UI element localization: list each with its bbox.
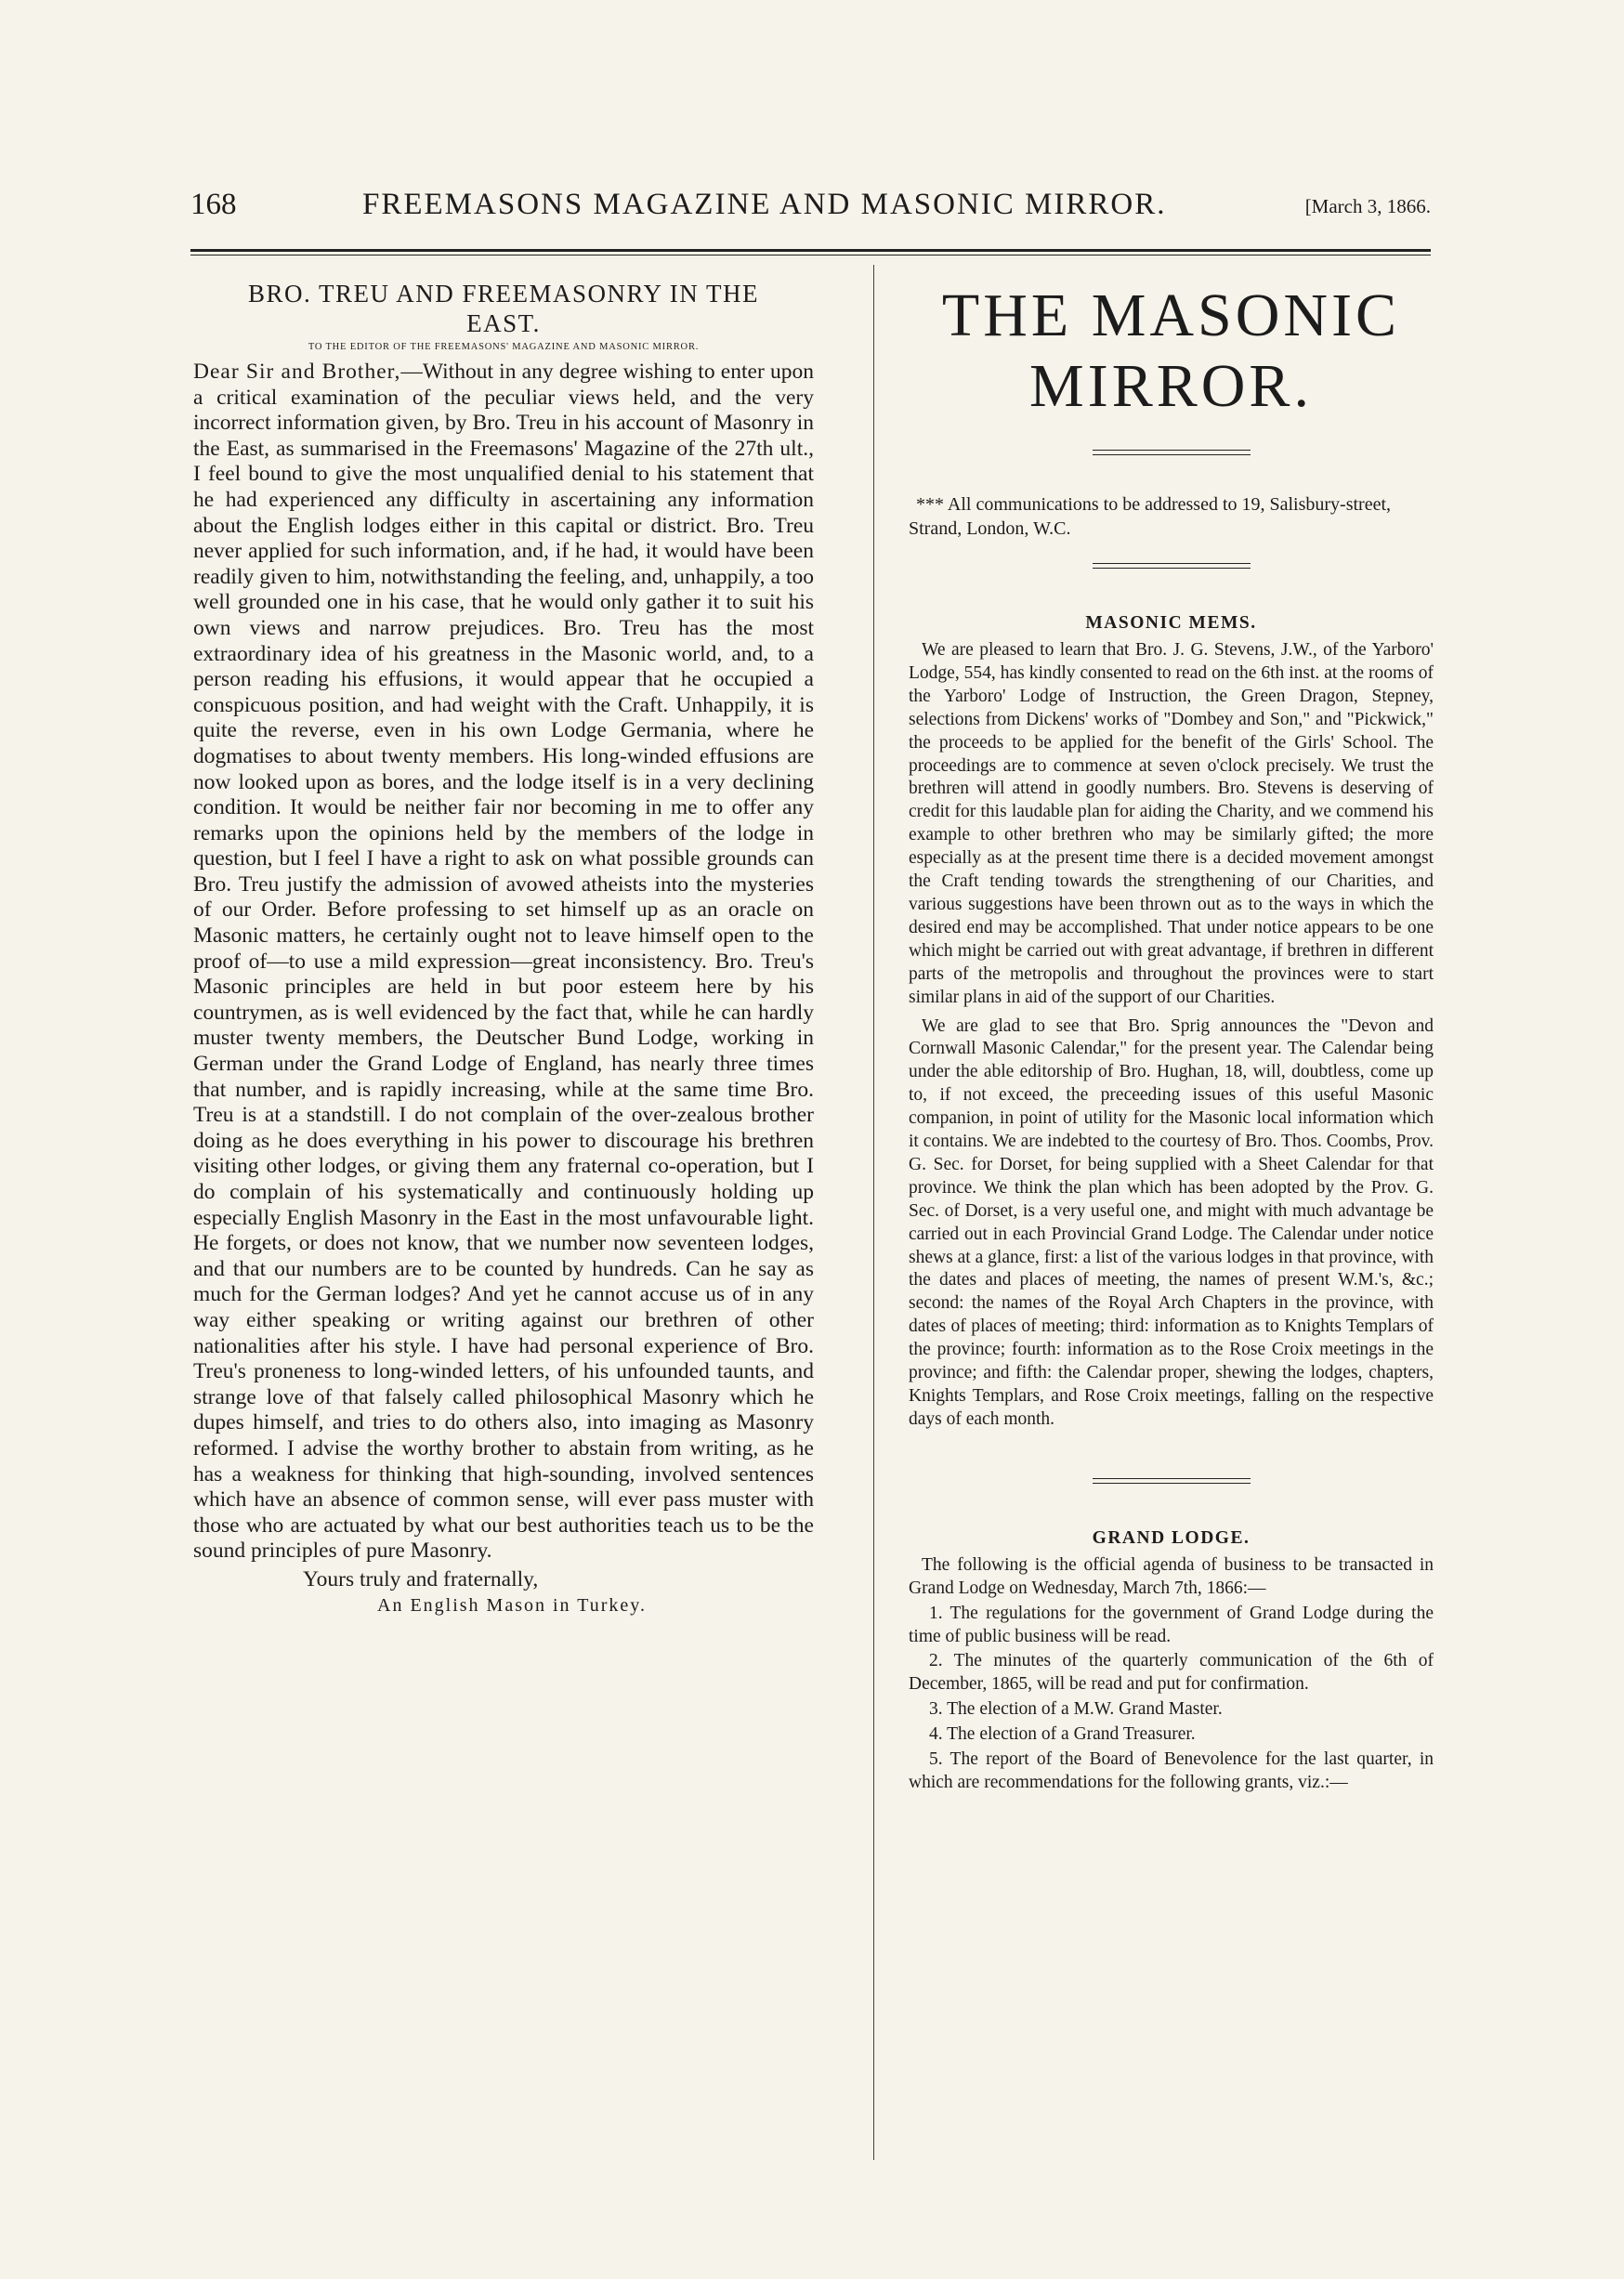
letter-paragraph (193, 360, 814, 1565)
ornamental-rule (1093, 450, 1251, 455)
mirror-column (909, 279, 1434, 1797)
agenda-intro: The following is the official agenda of business to be transacted in Grand Lodge on Wednesday, March 7th, 1866:— (909, 1554, 1434, 1598)
communications-notice: *** All communications to be addressed to 19, Salisbury-street, Strand, London, W.C. (909, 494, 1392, 539)
letter-title: BRO. TREU AND FREEMASONRY IN THE EAST. (247, 280, 760, 337)
mems-heading: MASONIC MEMS. (1085, 613, 1257, 633)
agenda-item: 5. The report of the Board of Benevolence for the last quarter, in which are recommendations for the following grants, viz.:— (909, 1749, 1434, 1792)
letter-addressee: TO THE EDITOR OF THE FREEMASONS' MAGAZINE AND MASONIC MIRROR. (308, 342, 700, 352)
mems-paragraph: We are pleased to learn that Bro. J. G. Stevens, J.W., of the Yarboro' Lodge, 554, has kindly consented to read on the 6th inst. at the rooms of the Yarboro' Lodge of Instruction, the Green Dragon, Stepney, selections from Dickens' works of "Dombey and Son," and "Pickwick," the proceeds to be applied for the benefit of the Girls' School. The proceedings are to commence at seven o'clock precisely. We trust the brethren will attend in goodly numbers. Bro. Stevens is deserving of credit for this laudable plan for aiding the Charity, and we commend his example to other brethren who may be similarly gifted; the more especially as at the present time there is a decided movement amongst the Craft tending towards the strengthening of our Charities, and various suggestions have been thrown out as to the ways in which the desired end may be accomplished. That under notice appears to be one which might be carried out with great advantage, if brethren in different parts of the metropolis and throughout the provinces were to start similar plans in aid of the support of our Charities. (909, 640, 1434, 1007)
agenda-item: 4. The election of a Grand Treasurer. (929, 1724, 1196, 1745)
agenda-item: 2. The minutes of the quarterly communication of the 6th of December, 1865, will be read and put for confirmation. (909, 1651, 1434, 1695)
letter-text: —Without in any degree wishing to enter upon a critical examination of the peculiar views held, and the very incorrect information given, by Bro. Treu in his account of Masonry in the East, as summarised in the Freemasons' Magazine of the 27th ult., I feel bound to give the most unqualified denial to his statement that he had experienced any difficulty in ascertaining any information about the English lodges either in this capital or district. Bro. Treu never applied for such information, and, if he had, it would have been readily given to him, notwithstanding the feeling, and, unhappily, a too well grounded one in his case, that he would only gather it to suit his own views and narrow prejudices. Bro. Treu has the most extraordinary idea of his greatness in the Masonic world, and, to a person reading his effusions, it would appear that he occupied a conspicuous position, and had weight with the Craft. Unhappily, it is quite the reverse, even in his own Lodge Germania, where he dogmatises to about twenty members. His long-winded effusions are now looked upon as bores, and the lodge itself is in a very declining condition. It would be neither fair nor becoming in me to offer any remarks upon the opinions held by the members of the lodge in question, but I feel I have a right to ask on what possible grounds can Bro. Treu justify the admission of avowed atheists into the mysteries of our Order. Before professing to set himself up as an oracle on Masonic matters, he certainly ought not to leave himself open to the proof of—to use a mild expression—great inconsistency. Bro. Treu's Masonic principles are held in but poor esteem here by his countrymen, as is well evidenced by the fact that, while he can hardly muster twenty members, the Deutscher Bund Lodge, working in German under the Grand Lodge of England, has nearly three times that number, and is rapidly increasing, while at the same time Bro. Treu is at a standstill. I do not complain of the over-zealous brother doing as he does everything in his power to discourage his brethren visiting other lodges, or giving them any fraternal co-operation, but I do complain of his systematically and continuously holding up especially English Masonry in the East in the most unfavourable light. He forgets, or does not know, that we number now seventeen lodges, and that our numbers are to be counted by hundreds. Can he say as much for the German lodges? And yet he cannot accuse us of in any way either speaking or writing against our brethren of other nationalities after his style. I have had personal experience of Bro. Treu's proneness to long-winded letters, of his unfounded taunts, and strange love of that falsely called philosophical Masonry which he dupes himself, and tries to do others also, into imaging as Masonry reformed. I advise the worthy brother to abstain from writing, as he has a weakness for thinking that high-sounding, involved sentences which have an absence of common sense, will ever pass muster with those who are actuated by what our best authorities teach us to be the sound principles of pure Masonry. (193, 360, 814, 1564)
letter-signature: An English Mason in Turkey. (377, 1594, 647, 1616)
ornamental-rule (1093, 563, 1251, 569)
page-number: 168 (190, 188, 237, 221)
magazine-title: FREEMASONS MAGAZINE AND MASONIC MIRROR. (362, 188, 1167, 221)
letter-salutation: Dear Sir and Brother, (193, 360, 401, 384)
issue-date: [March 3, 1866. (1304, 195, 1431, 217)
header-rule-thick (190, 249, 1431, 252)
running-head (190, 186, 1431, 232)
letter-closing: Yours truly and fraternally, (303, 1566, 539, 1591)
agenda-item: 3. The election of a M.W. Grand Master. (929, 1699, 1223, 1720)
column-divider (873, 265, 874, 2160)
grand-lodge-heading: GRAND LODGE. (1092, 1527, 1251, 1548)
letter-column (193, 279, 814, 1618)
agenda-item: 1. The regulations for the government of Grand Lodge during the time of public business will be read. (909, 1603, 1434, 1646)
ornamental-rule (1093, 1478, 1251, 1484)
letter-body (193, 360, 814, 1565)
agenda (909, 1554, 1434, 1795)
mems-paragraph: We are glad to see that Bro. Sprig announces the "Devon and Cornwall Masonic Calendar," for the present year. The Calendar being under the able editorship of Bro. Hughan, 18, will, doubtless, come up to, if not exceed, the preceeding issues of this useful Masonic companion, in point of utility for the Masonic local information which it contains. We are indebted to the courtesy of Bro. Thos. Coombs, Prov. G. Sec. for Dorset, for being supplied with a Sheet Calendar for that province. We think the plan which has been adopted by the Prov. G. Sec. of Dorset, is a very useful one, and might with much advantage be carried out in each Provincial Grand Lodge. The Calendar under notice shews at a glance, first: a list of the various lodges in that province, with the dates and places of meeting, the names of present W.M.'s, &c.; second: the names of the Royal Arch Chapters in the province, with dates of places of meeting; third: information as to Knights Templars of the province; fourth: information as to the Rose Croix meetings in the province; and fifth: the Calendar proper, shewing the lodges, chapters, Knights Templars, and Rose Croix meetings, falling on the respective days of each month. (909, 1015, 1434, 1429)
section-title: THE MASONIC MIRROR. (941, 282, 1401, 420)
